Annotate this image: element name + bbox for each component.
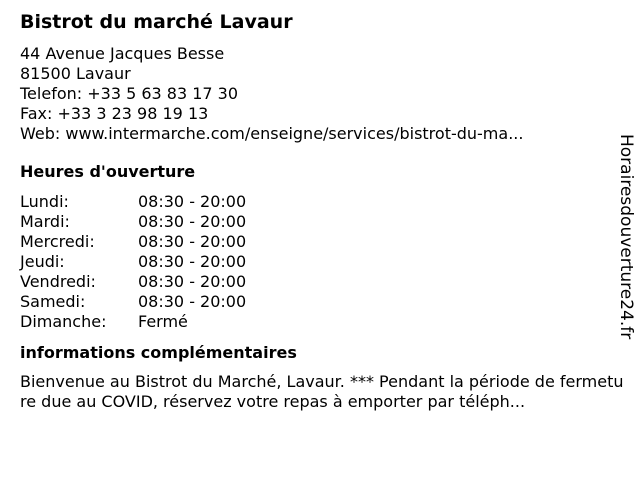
hours-row-mercredi	[20, 232, 610, 252]
day-label: Lundi:	[20, 192, 69, 211]
phone-number[interactable]: Telefon: +33 5 63 83 17 30	[20, 84, 239, 103]
day-label: Mercredi:	[20, 232, 95, 251]
brand-watermark-text: Horairesdouverture24.fr	[616, 134, 636, 340]
hours-value: 08:30 - 20:00	[138, 192, 247, 211]
hours-row-mardi	[20, 212, 610, 232]
hours-value: 08:30 - 20:00	[138, 212, 247, 231]
hours-row-jeudi	[20, 252, 610, 272]
hours-value: 08:30 - 20:00	[138, 252, 247, 271]
day-label: Mardi:	[20, 212, 70, 231]
hours-heading: Heures d'ouverture	[20, 162, 196, 181]
business-card	[20, 10, 624, 412]
website-link[interactable]: Web: www.intermarche.com/enseigne/services/bistrot-du-ma...	[20, 124, 524, 143]
hours-row-samedi	[20, 292, 610, 312]
hours-row-dimanche	[20, 312, 610, 332]
address-line-2: 81500 Lavaur	[20, 64, 131, 83]
hours-row-lundi	[20, 192, 610, 212]
fax-number: Fax: +33 3 23 98 19 13	[20, 104, 209, 123]
hours-row-vendredi	[20, 272, 610, 292]
address-line-1: 44 Avenue Jacques Besse	[20, 44, 225, 63]
day-label: Dimanche:	[20, 312, 107, 331]
hours-value: 08:30 - 20:00	[138, 232, 247, 251]
day-label: Jeudi:	[20, 252, 65, 271]
hours-value: 08:30 - 20:00	[138, 292, 247, 311]
hours-value: Fermé	[138, 312, 188, 331]
info-description: Bienvenue au Bistrot du Marché, Lavaur. *** Pendant la période de fermeture due au COVID, réservez votre repas à emporter par téléph...	[20, 372, 624, 411]
day-label: Vendredi:	[20, 272, 96, 291]
hours-value: 08:30 - 20:00	[138, 272, 247, 291]
day-label: Samedi:	[20, 292, 86, 311]
info-heading: informations complémentaires	[20, 343, 297, 362]
hours-table	[20, 192, 610, 332]
business-name: Bistrot du marché Lavaur	[20, 11, 293, 33]
